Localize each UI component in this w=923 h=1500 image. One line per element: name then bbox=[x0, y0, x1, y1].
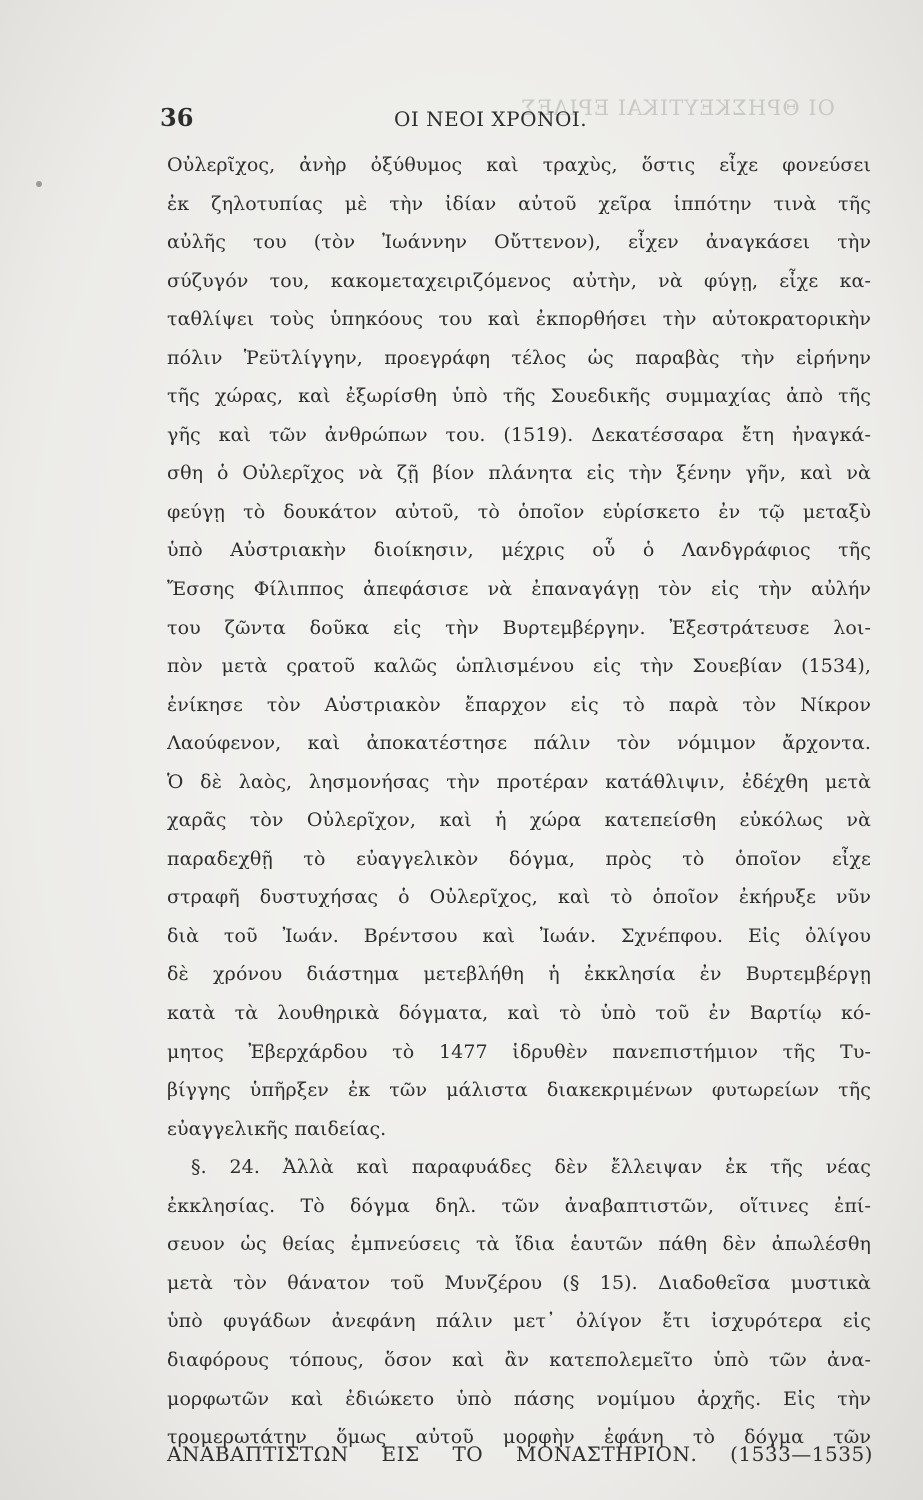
text-line: πὸν μετὰ ςρατοῦ καλῶς ὡπλισμένου εἰς τὴν Σουεβίαν (1534), bbox=[167, 655, 871, 678]
text-line: κατὰ τὰ λουθηρικὰ δόγματα, καὶ τὸ ὑπὸ τοῦ ἐν Βαρτίῳ κό- bbox=[167, 1002, 871, 1025]
text-line: μετὰ τὸν θάνατον τοῦ Μυνζέρου (§ 15). Διαδοθεῖσα μυστικὰ bbox=[167, 1271, 871, 1294]
text-line: δὲ χρόνου διάστημα μετεβλήθη ἡ ἐκκλησία ἐν Βυρτεμβέργῃ bbox=[167, 963, 871, 986]
text-line: διὰ τοῦ Ἰωάν. Βρέντσου καὶ Ἰωάν. Σχνέπφου. Εἰς ὀλίγου bbox=[167, 924, 871, 947]
text-line: τῆς χώρας, καὶ ἐξωρίσθη ὑπὸ τῆς Σουεδικῆς συμμαχίας ἀπὸ τῆς bbox=[167, 385, 871, 408]
body-text bbox=[167, 146, 871, 1457]
text-line: ἐκκλησίας. Τὸ δόγμα δηλ. τῶν ἀναβαπτιστῶν, οἵτινες ἐπί- bbox=[167, 1194, 871, 1217]
text-line: Λαούφενον, καὶ ἀποκατέστησε πάλιν τὸν νόμιμον ἄρχοντα. bbox=[167, 732, 871, 755]
text-line: αὐλῆς του (τὸν Ἰωάννην Οὔττενον), εἶχεν ἀναγκάσει τὴν bbox=[167, 231, 871, 254]
text-line: σευον ὡς θείας ἐμπνεύσεις τὰ ἴδια ἑαυτῶν πάθη δὲν ἀπωλέσθη bbox=[167, 1233, 871, 1256]
text-line: φεύγῃ τὸ δουκάτον αὐτοῦ, τὸ ὁποῖον εὑρίσκετο ἐν τῷ μεταξὺ bbox=[167, 500, 871, 523]
text-line: ὑπὸ Αὐστριακὴν διοίκησιν, μέχρις οὗ ὁ Λανδγράφιος τῆς bbox=[167, 539, 871, 562]
text-line: ὑπὸ φυγάδων ἀνεφάνη πάλιν μετ᾽ ὀλίγον ἔτι ἰσχυρότερα εἰς bbox=[167, 1310, 871, 1333]
text-line: του ζῶντα δοῦκα εἰς τὴν Βυρτεμβέργην. Ἐξεστράτευσε λοι- bbox=[167, 616, 871, 639]
ink-speck bbox=[36, 181, 42, 187]
text-line: σθη ὁ Οὐλερῖχος νὰ ζῇ βίον πλάνητα εἰς τὴν ξένην γῆν, καὶ νὰ bbox=[167, 462, 871, 485]
page-header bbox=[160, 103, 720, 137]
text-line: Οὐλερῖχος, ἀνὴρ ὀξύθυμος καὶ τραχὺς, ὅστις εἶχε φονεύσει bbox=[167, 154, 871, 176]
text-line: ταθλίψει τοὺς ὑπηκόους του καὶ ἐκπορθήσει τὴν αὐτοκρατορικὴν bbox=[167, 308, 871, 331]
text-line: Ὁ δὲ λαὸς, λησμονήσας τὴν προτέραν κατάθλιψιν, ἐδέχθη μετὰ bbox=[167, 770, 871, 793]
text-line: παραδεχθῇ τὸ εὐαγγελικὸν δόγμα, πρὸς τὸ ὁποῖον εἶχε bbox=[167, 847, 871, 870]
text-line: εὐαγγελικῆς παιδείας. bbox=[167, 1117, 387, 1140]
text-line: ἐκ ζηλοτυπίας μὲ τὴν ἰδίαν αὐτοῦ χεῖρα ἱππότην τινὰ τῆς bbox=[167, 192, 871, 215]
text-line: μητος Ἐβερχάρδου τὸ 1477 ἱδρυθὲν πανεπιστήμιον τῆς Τυ- bbox=[167, 1040, 871, 1063]
section-24-start: §. 24. Ἀλλὰ καὶ παραφυάδες δὲν ἔλλειψαν ἐκ τῆς νέας bbox=[191, 1156, 871, 1179]
bleed-through-text: ΟΙ ΘΡΗΣΚΕΥΤΙΚΑΙ ΕΡΙΔΕΣ bbox=[520, 96, 835, 120]
text-line: Ἔσσης Φίλιππος ἀπεφάσισε νὰ ἐπαναγάγῃ τὸν εἰς τὴν αὐλήν bbox=[167, 578, 871, 601]
text-line: τρομερωτάτην ὅμως αὐτοῦ μορφὴν ἐφάνη τὸ δόγμα τῶν bbox=[167, 1426, 871, 1449]
text-line: στραφῆ δυστυχήσας ὁ Οὐλερῖχος, καὶ τὸ ὁποῖον ἐκήρυξε νῦν bbox=[167, 886, 871, 909]
text-line: ἐνίκησε τὸν Αὐστριακὸν ἔπαρχον εἰς τὸ παρὰ τὸν Νίκρον bbox=[167, 693, 871, 716]
page-number: 36 bbox=[160, 103, 194, 132]
section-heading-footer: ΑΝΑΒΑΠΤΙΣΤΩΝ ΕΙΣ ΤΟ ΜΟΝΑΣΤΗΡΙΟΝ. (1533—1535) bbox=[167, 1442, 873, 1466]
text-line: γῆς καὶ τῶν ἀνθρώπων του. (1519). Δεκατέσσαρα ἔτη ἠναγκά- bbox=[167, 423, 871, 446]
running-title: ΟΙ ΝΕΟΙ ΧΡΟΝΟΙ. bbox=[394, 107, 588, 131]
text-line: μορφωτῶν καὶ ἐδιώκετο ὑπὸ πάσης νομίμου ἀρχῆς. Εἰς τὴν bbox=[167, 1387, 871, 1410]
text-line: χαρᾶς τὸν Οὐλερῖχον, καὶ ἡ χώρα κατεπείσθη εὐκόλως νὰ bbox=[167, 809, 871, 832]
text-line: πόλιν Ῥεϋτλίγγην, προεγράφη τέλος ὡς παραβὰς τὴν εἰρήνην bbox=[167, 346, 871, 369]
text-line: διαφόρους τόπους, ὅσον καὶ ἂν κατεπολεμεῖτο ὑπὸ τῶν ἀνα- bbox=[167, 1348, 871, 1371]
text-line: βίγγης ὑπῆρξεν ἐκ τῶν μάλιστα διακεκριμένων φυτωρείων τῆς bbox=[167, 1079, 871, 1102]
text-line: σύζυγόν του, κακομεταχειριζόμενος αὐτὴν, νὰ φύγῃ, εἶχε κα- bbox=[167, 269, 871, 292]
